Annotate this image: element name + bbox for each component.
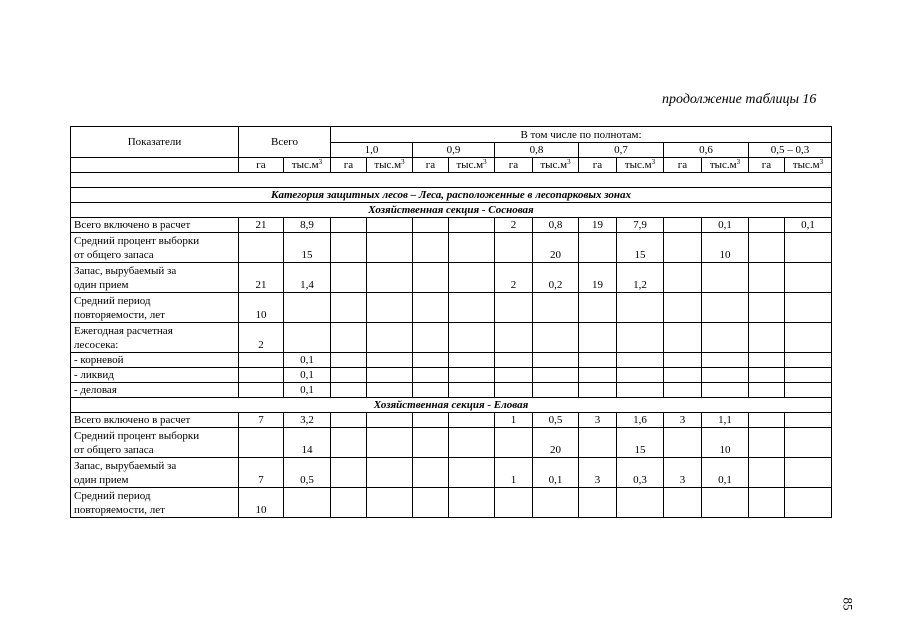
table-row bbox=[71, 413, 832, 428]
table-cell bbox=[367, 353, 413, 368]
table-cell bbox=[749, 218, 785, 233]
table-cell bbox=[749, 323, 785, 353]
row-label bbox=[71, 263, 239, 293]
row-label bbox=[71, 383, 239, 398]
table-cell bbox=[239, 353, 284, 368]
table-cell bbox=[702, 383, 749, 398]
table-cell bbox=[702, 323, 749, 353]
table-cell bbox=[664, 263, 702, 293]
table-cell bbox=[331, 233, 367, 263]
row-label-line: Всего включено в расчет bbox=[74, 219, 191, 231]
unit-volume-text: тыс.м bbox=[374, 159, 402, 171]
table-cell bbox=[664, 368, 702, 383]
table-row bbox=[71, 353, 832, 368]
table-cell bbox=[331, 488, 367, 518]
unit-volume-exponent: 3 bbox=[819, 158, 824, 166]
unit-volume-text: тыс.м bbox=[792, 159, 820, 171]
row-label-line: Запас, вырубаемый за bbox=[74, 460, 177, 472]
table-cell: 0,5 bbox=[284, 458, 331, 488]
table-cell bbox=[749, 293, 785, 323]
table-row bbox=[71, 218, 832, 233]
table-cell: 0,1 bbox=[702, 458, 749, 488]
table-cell: 10 bbox=[239, 488, 284, 518]
header-unit-ha: га bbox=[239, 158, 284, 173]
table-cell bbox=[413, 263, 449, 293]
table-cell bbox=[749, 263, 785, 293]
table-cell bbox=[413, 353, 449, 368]
table-cell: 3 bbox=[579, 458, 617, 488]
table-cell: 20 bbox=[533, 233, 579, 263]
header-unit-ha: га bbox=[579, 158, 617, 173]
row-label-line: Всего включено в расчет bbox=[74, 414, 191, 426]
table-cell bbox=[284, 293, 331, 323]
row-label-line: Средний процент выборки bbox=[74, 235, 200, 247]
header-unit-ha: га bbox=[664, 158, 702, 173]
table-cell bbox=[284, 488, 331, 518]
table-cell bbox=[664, 383, 702, 398]
row-label-line: от общего запаса bbox=[74, 444, 154, 456]
table-row bbox=[71, 263, 832, 293]
table-cell bbox=[664, 293, 702, 323]
table-row bbox=[71, 383, 832, 398]
table-cell bbox=[367, 413, 413, 428]
table-cell: 15 bbox=[617, 428, 664, 458]
table-cell bbox=[413, 293, 449, 323]
table-cell bbox=[367, 458, 413, 488]
table-cell bbox=[579, 293, 617, 323]
header-unit-volume bbox=[702, 158, 749, 173]
table-cell bbox=[495, 428, 533, 458]
table-cell: 0,1 bbox=[785, 218, 832, 233]
table-cell bbox=[331, 458, 367, 488]
unit-volume-exponent: 3 bbox=[567, 158, 571, 166]
table-cell: 1 bbox=[495, 458, 533, 488]
table-cell bbox=[449, 218, 495, 233]
row-label bbox=[71, 428, 239, 458]
table-cell: 21 bbox=[239, 218, 284, 233]
table-cell bbox=[579, 323, 617, 353]
header-density-4: 0,6 bbox=[664, 143, 749, 158]
table-cell bbox=[533, 323, 579, 353]
table-cell bbox=[367, 383, 413, 398]
table-cell bbox=[449, 413, 495, 428]
table-cell bbox=[367, 488, 413, 518]
table-cell bbox=[664, 428, 702, 458]
table-cell bbox=[533, 293, 579, 323]
table-cell bbox=[749, 413, 785, 428]
table-cell bbox=[749, 428, 785, 458]
table-cell bbox=[367, 263, 413, 293]
table-cell bbox=[413, 413, 449, 428]
row-label bbox=[71, 353, 239, 368]
row-label bbox=[71, 413, 239, 428]
unit-volume-text: тыс.м bbox=[456, 159, 484, 171]
table-cell bbox=[331, 263, 367, 293]
unit-volume-text: тыс.м bbox=[291, 159, 319, 171]
table-cell bbox=[413, 428, 449, 458]
table-cell: 2 bbox=[495, 218, 533, 233]
table-cell: 1 bbox=[495, 413, 533, 428]
table-cell: 10 bbox=[702, 233, 749, 263]
table-row bbox=[71, 488, 832, 518]
table-cell: 0,1 bbox=[284, 353, 331, 368]
table-cell bbox=[449, 293, 495, 323]
header-unit-volume bbox=[533, 158, 579, 173]
table-cell bbox=[495, 383, 533, 398]
row-label bbox=[71, 218, 239, 233]
row-label bbox=[71, 368, 239, 383]
table-cell bbox=[785, 368, 832, 383]
table-cell bbox=[579, 368, 617, 383]
table-cell bbox=[617, 383, 664, 398]
row-label-line: лесосека: bbox=[74, 339, 119, 351]
table-cell bbox=[495, 488, 533, 518]
row-label-line: от общего запаса bbox=[74, 249, 154, 261]
table-cell bbox=[664, 488, 702, 518]
header-unit-volume bbox=[785, 158, 832, 173]
table-cell bbox=[413, 383, 449, 398]
table-cell: 20 bbox=[533, 428, 579, 458]
table-cell bbox=[749, 383, 785, 398]
table-cell: 3 bbox=[664, 458, 702, 488]
table-cell: 1,6 bbox=[617, 413, 664, 428]
table-cell bbox=[617, 353, 664, 368]
header-indicators: Показатели bbox=[71, 127, 239, 158]
table-cell: 0,2 bbox=[533, 263, 579, 293]
table-cell bbox=[785, 488, 832, 518]
table-cell: 0,1 bbox=[284, 383, 331, 398]
header-density-0: 1,0 bbox=[331, 143, 413, 158]
table-cell bbox=[284, 323, 331, 353]
table-cell bbox=[239, 383, 284, 398]
table-caption: продолжение таблицы 16 bbox=[662, 92, 817, 107]
unit-volume-text: тыс.м bbox=[624, 159, 652, 171]
table-cell bbox=[331, 218, 367, 233]
table-cell: 0,1 bbox=[702, 218, 749, 233]
table-cell bbox=[449, 458, 495, 488]
header-units-blank bbox=[71, 158, 239, 173]
table-cell: 1,2 bbox=[617, 263, 664, 293]
table-cell bbox=[617, 323, 664, 353]
table-cell bbox=[495, 353, 533, 368]
row-label-line: - корневой bbox=[74, 354, 124, 366]
table-cell bbox=[413, 233, 449, 263]
table-cell bbox=[331, 323, 367, 353]
table-cell: 21 bbox=[239, 263, 284, 293]
row-label-line: Ежегодная расчетная bbox=[74, 325, 173, 337]
table-cell bbox=[331, 428, 367, 458]
table-row bbox=[71, 323, 832, 353]
unit-volume-text: тыс.м bbox=[709, 159, 737, 171]
table-cell bbox=[367, 233, 413, 263]
header-unit-volume bbox=[449, 158, 495, 173]
table-cell bbox=[367, 218, 413, 233]
table-cell bbox=[617, 368, 664, 383]
table-cell bbox=[785, 233, 832, 263]
table-cell bbox=[579, 383, 617, 398]
table-cell: 10 bbox=[239, 293, 284, 323]
row-label bbox=[71, 233, 239, 263]
table-cell bbox=[785, 293, 832, 323]
table-cell bbox=[533, 353, 579, 368]
table-cell bbox=[449, 383, 495, 398]
table-cell bbox=[702, 263, 749, 293]
table-cell bbox=[785, 413, 832, 428]
category-title: Категория защитных лесов – Леса, расположенные в лесопарковых зонах bbox=[71, 188, 832, 203]
table-cell bbox=[749, 458, 785, 488]
row-label-line: Запас, вырубаемый за bbox=[74, 265, 177, 277]
header-density-2: 0,8 bbox=[495, 143, 579, 158]
table-cell bbox=[617, 293, 664, 323]
table-cell: 3,2 bbox=[284, 413, 331, 428]
unit-volume-exponent: 3 bbox=[318, 158, 323, 166]
table-cell bbox=[749, 353, 785, 368]
table-cell bbox=[785, 383, 832, 398]
table-cell: 2 bbox=[495, 263, 533, 293]
header-by-density: В том числе по полнотам: bbox=[331, 127, 832, 143]
header-unit-ha: га bbox=[413, 158, 449, 173]
header-unit-ha: га bbox=[495, 158, 533, 173]
table-cell bbox=[413, 488, 449, 518]
table-cell bbox=[785, 263, 832, 293]
table-cell bbox=[449, 323, 495, 353]
table-cell: 3 bbox=[579, 413, 617, 428]
table-cell bbox=[533, 383, 579, 398]
table-row bbox=[71, 368, 832, 383]
row-label bbox=[71, 488, 239, 518]
row-label-line: - деловая bbox=[74, 384, 117, 396]
table-cell bbox=[367, 368, 413, 383]
table-row bbox=[71, 428, 832, 458]
unit-volume-exponent: 3 bbox=[401, 158, 405, 166]
table-cell bbox=[617, 488, 664, 518]
table-cell bbox=[749, 488, 785, 518]
table-cell bbox=[239, 428, 284, 458]
row-label-line: один прием bbox=[74, 279, 129, 291]
forest-table bbox=[70, 126, 832, 518]
table-cell bbox=[749, 368, 785, 383]
table-cell bbox=[331, 353, 367, 368]
table-cell bbox=[449, 428, 495, 458]
header-density-5: 0,5 – 0,3 bbox=[749, 143, 832, 158]
table-cell bbox=[579, 353, 617, 368]
table-cell: 2 bbox=[239, 323, 284, 353]
table-row bbox=[71, 293, 832, 323]
table-cell bbox=[785, 428, 832, 458]
row-label bbox=[71, 323, 239, 353]
table-cell bbox=[702, 293, 749, 323]
row-label bbox=[71, 293, 239, 323]
header-unit-volume bbox=[284, 158, 331, 173]
table-cell bbox=[367, 323, 413, 353]
unit-volume-exponent: 3 bbox=[736, 158, 741, 166]
table-cell bbox=[749, 233, 785, 263]
table-cell bbox=[239, 368, 284, 383]
table-cell bbox=[664, 233, 702, 263]
header-unit-ha: га bbox=[331, 158, 367, 173]
table-cell bbox=[702, 488, 749, 518]
table-cell bbox=[449, 353, 495, 368]
table-cell bbox=[331, 413, 367, 428]
table-cell bbox=[449, 263, 495, 293]
row-label-line: Средний период bbox=[74, 490, 151, 502]
row-label bbox=[71, 458, 239, 488]
table-cell: 14 bbox=[284, 428, 331, 458]
row-label-line: повторяемости, лет bbox=[74, 309, 165, 321]
row-label-line: Средний период bbox=[74, 295, 151, 307]
table-cell bbox=[449, 368, 495, 383]
table-cell bbox=[331, 293, 367, 323]
header-unit-ha: га bbox=[749, 158, 785, 173]
table-cell bbox=[785, 458, 832, 488]
unit-volume-text: тыс.м bbox=[540, 159, 568, 171]
table-cell: 7,9 bbox=[617, 218, 664, 233]
table-cell: 7 bbox=[239, 413, 284, 428]
table-cell: 0,3 bbox=[617, 458, 664, 488]
table-cell: 3 bbox=[664, 413, 702, 428]
table-cell bbox=[495, 323, 533, 353]
header-density-3: 0,7 bbox=[579, 143, 664, 158]
table-cell bbox=[495, 293, 533, 323]
table-cell: 1,4 bbox=[284, 263, 331, 293]
table-cell bbox=[785, 353, 832, 368]
header-total: Всего bbox=[239, 127, 331, 158]
table-cell: 15 bbox=[284, 233, 331, 263]
table-cell bbox=[413, 458, 449, 488]
unit-volume-exponent: 3 bbox=[651, 158, 656, 166]
table-cell bbox=[331, 368, 367, 383]
table-cell bbox=[367, 428, 413, 458]
table-cell bbox=[495, 368, 533, 383]
table-cell bbox=[579, 233, 617, 263]
table-cell bbox=[413, 323, 449, 353]
table-cell: 0,1 bbox=[284, 368, 331, 383]
table-cell bbox=[664, 323, 702, 353]
table-cell bbox=[579, 488, 617, 518]
table-cell bbox=[702, 368, 749, 383]
table-cell: 0,5 bbox=[533, 413, 579, 428]
spacer-row bbox=[71, 173, 832, 188]
table-cell bbox=[449, 233, 495, 263]
table-row bbox=[71, 233, 832, 263]
table-cell bbox=[367, 293, 413, 323]
table-cell bbox=[785, 323, 832, 353]
row-label-line: один прием bbox=[74, 474, 129, 486]
table-cell: 7 bbox=[239, 458, 284, 488]
header-density-1: 0,9 bbox=[413, 143, 495, 158]
table-cell bbox=[413, 368, 449, 383]
table-cell bbox=[664, 353, 702, 368]
table-cell: 8,9 bbox=[284, 218, 331, 233]
table-cell: 19 bbox=[579, 263, 617, 293]
table-cell bbox=[331, 383, 367, 398]
table-row bbox=[71, 458, 832, 488]
table-cell bbox=[702, 353, 749, 368]
row-label-line: повторяемости, лет bbox=[74, 504, 165, 516]
table-cell bbox=[239, 233, 284, 263]
table-cell bbox=[413, 218, 449, 233]
table-cell bbox=[495, 233, 533, 263]
row-label-line: - ликвид bbox=[74, 369, 114, 381]
table-cell: 0,8 bbox=[533, 218, 579, 233]
table-cell: 0,1 bbox=[533, 458, 579, 488]
section-title: Хозяйственная секция - Сосновая bbox=[71, 203, 832, 218]
header-unit-volume bbox=[367, 158, 413, 173]
table-cell bbox=[449, 488, 495, 518]
unit-volume-exponent: 3 bbox=[483, 158, 487, 166]
section-title: Хозяйственная секция - Еловая bbox=[71, 398, 832, 413]
table-cell bbox=[664, 218, 702, 233]
table-cell bbox=[533, 368, 579, 383]
table-cell: 15 bbox=[617, 233, 664, 263]
table-cell: 19 bbox=[579, 218, 617, 233]
table-cell: 1,1 bbox=[702, 413, 749, 428]
row-label-line: Средний процент выборки bbox=[74, 430, 200, 442]
table-cell bbox=[579, 428, 617, 458]
table-cell bbox=[533, 488, 579, 518]
table-cell: 10 bbox=[702, 428, 749, 458]
page-number: 85 bbox=[840, 597, 856, 611]
header-unit-volume bbox=[617, 158, 664, 173]
